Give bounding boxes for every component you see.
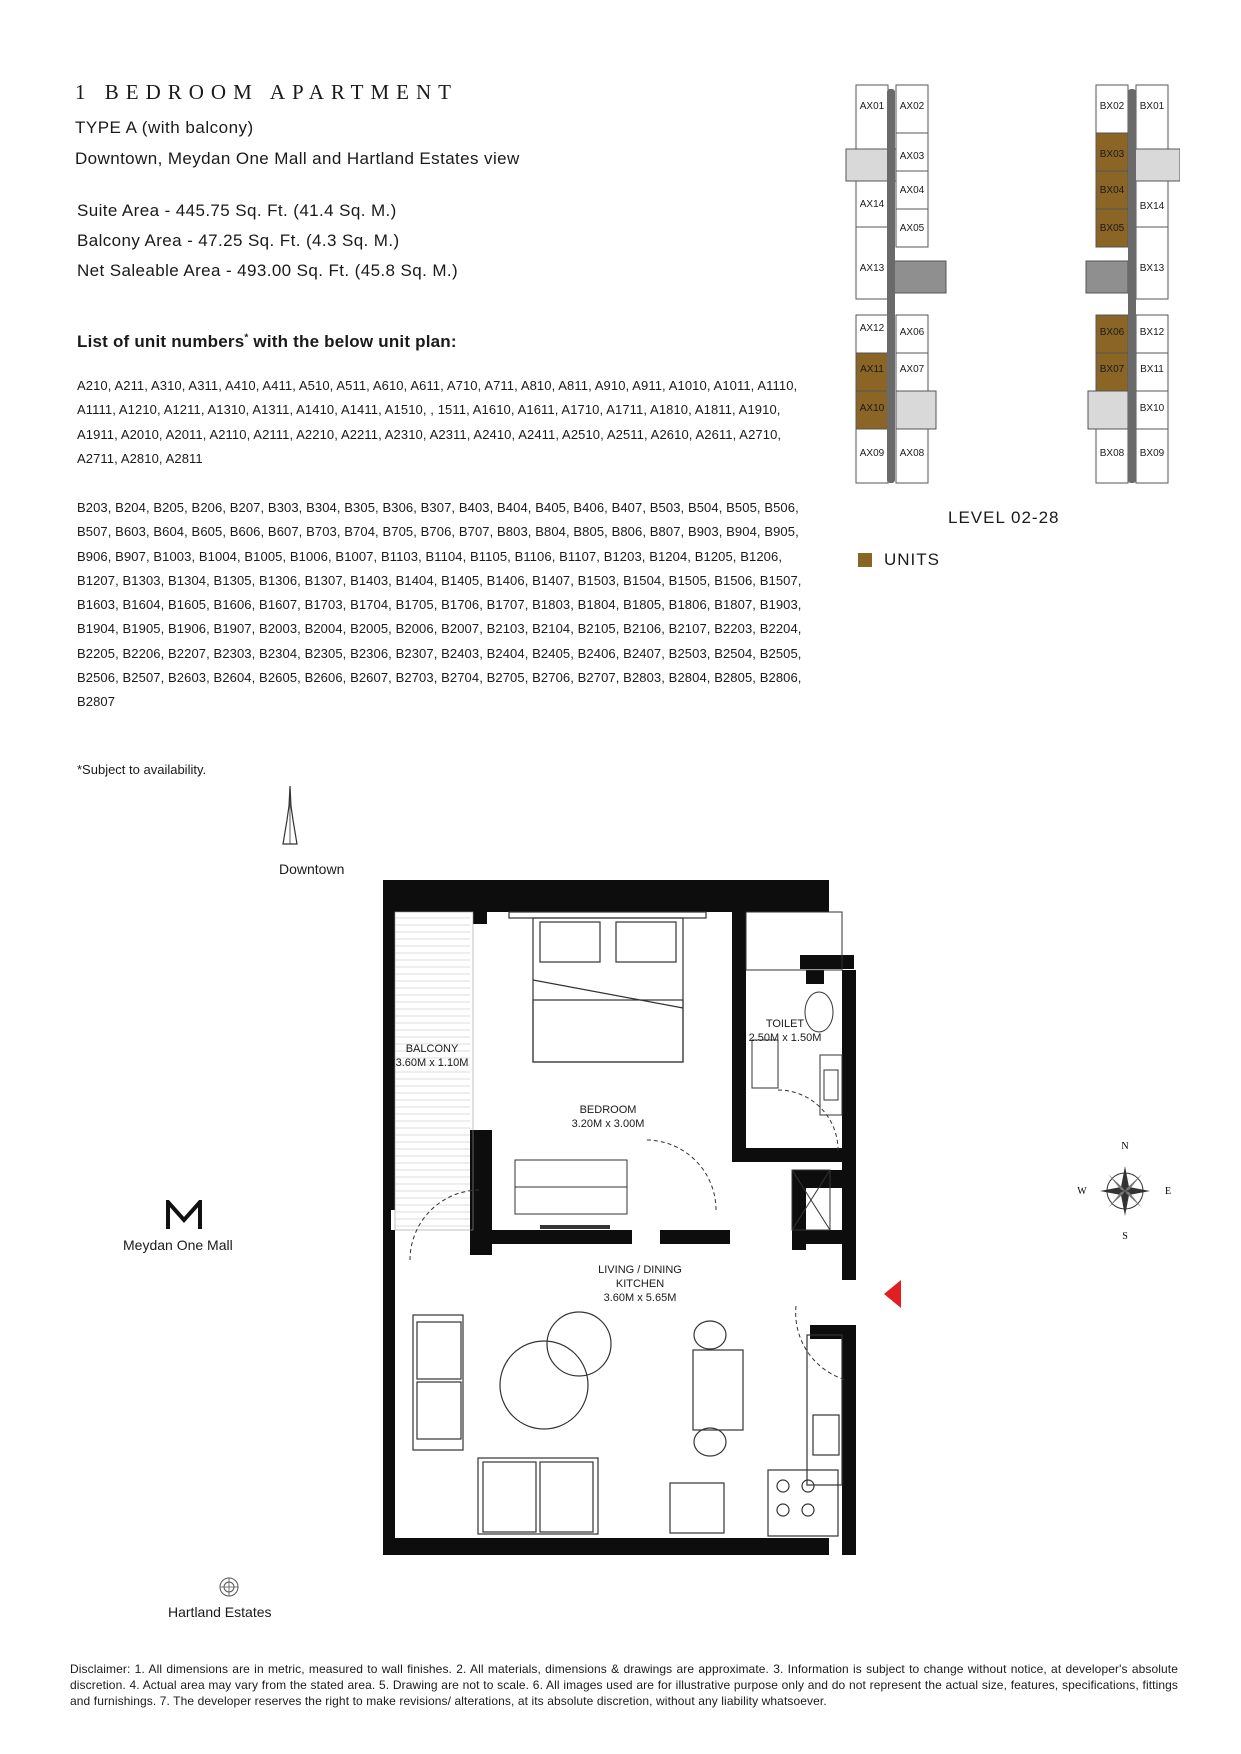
key-plan-unit-bx05: BX05 (1099, 223, 1125, 234)
legend-label: UNITS (884, 550, 940, 569)
balcony-label: BALCONY (405, 1043, 459, 1055)
key-plan-unit-bx12: BX12 (1139, 327, 1165, 338)
key-plan-unit-ax10: AX10 (859, 403, 885, 414)
bedroom-label: BEDROOM (579, 1104, 637, 1116)
page-title: 1 BEDROOM APARTMENT (75, 80, 459, 104)
key-plan-unit-ax04: AX04 (899, 185, 925, 196)
key-plan-unit-bx13: BX13 (1139, 263, 1165, 274)
key-plan-unit-ax06: AX06 (899, 327, 925, 338)
unit-list-heading-text: List of unit numbers (77, 332, 245, 351)
bed (509, 912, 706, 1062)
compass-icon (1075, 1140, 1175, 1240)
key-plan-unit-bx03: BX03 (1099, 149, 1125, 160)
key-plan-unit-bx01: BX01 (1139, 101, 1165, 112)
living-dimensions: 3.60M x 5.65M (603, 1292, 677, 1304)
key-plan-unit-bx09: BX09 (1139, 448, 1165, 459)
level-label: LEVEL 02-28 (948, 508, 1060, 527)
key-plan-unit-ax08: AX08 (899, 448, 925, 459)
hartland-label: Hartland Estates (168, 1604, 272, 1620)
entrance-arrow-icon (884, 1280, 901, 1308)
key-plan-unit-bx04: BX04 (1099, 185, 1125, 196)
meydan-logo-icon (166, 1200, 202, 1230)
downtown-label: Downtown (279, 861, 345, 877)
key-plan-unit-ax07: AX07 (899, 364, 925, 375)
toilet-label: TOILET (765, 1018, 805, 1030)
balcony-area: Balcony Area - 47.25 Sq. Ft. (4.3 Sq. M.) (77, 231, 400, 250)
compass-west: W (1077, 1186, 1087, 1197)
key-plan (840, 75, 1180, 495)
key-plan-unit-ax09: AX09 (859, 448, 885, 459)
compass-north: N (1121, 1141, 1129, 1152)
tower-b (1086, 85, 1180, 483)
key-plan-unit-ax11: AX11 (860, 364, 884, 375)
key-plan-unit-bx11: BX11 (1140, 364, 1164, 375)
unit-list-heading (77, 332, 457, 352)
key-plan-unit-ax03: AX03 (899, 151, 925, 162)
key-plan-unit-ax14: AX14 (859, 199, 885, 210)
key-plan-unit-bx10: BX10 (1139, 403, 1165, 414)
balcony-dimensions: 3.60M x 1.10M (395, 1057, 469, 1069)
availability-footnote: *Subject to availability. (77, 762, 207, 777)
tower-a (846, 85, 946, 483)
key-plan-unit-bx07: BX07 (1099, 364, 1125, 375)
compass-east: E (1164, 1186, 1172, 1197)
toilet-dimensions: 2.50M x 1.50M (748, 1032, 822, 1044)
bedroom-dimensions: 3.20M x 3.00M (571, 1118, 645, 1130)
living-label: LIVING / DINING (598, 1264, 682, 1276)
suite-area: Suite Area - 445.75 Sq. Ft. (41.4 Sq. M.) (77, 201, 397, 220)
net-saleable-area: Net Saleable Area - 493.00 Sq. Ft. (45.8 Sq. M.) (77, 261, 459, 280)
key-plan-unit-bx08: BX08 (1099, 448, 1125, 459)
kitchen-label: KITCHEN (615, 1278, 665, 1290)
tv-unit (540, 1225, 610, 1229)
legend-swatch (858, 553, 872, 567)
hartland-logo-icon (218, 1576, 240, 1598)
key-plan-unit-ax02: AX02 (899, 101, 925, 112)
asterisk: * (244, 332, 249, 344)
disclaimer: Disclaimer: 1. All dimensions are in metric, measured to wall finishes. 2. All materials, dimensions & drawings are approximate. 3. Information is subject to change without notice, at developer's absolute discretion. 4. Actual area may vary from the stated area. 5. Drawing are not to scale. 6. All images used are for illustrative purpose only and do not represent the actual size, features, specifications, fittings and furnishings. 7. The developer reserves the right to make revisions/ alterations, at its absolute discretion, without any liability whatsoever. (70, 1662, 1178, 1708)
unit-list-heading-tail: with the below unit plan: (248, 332, 457, 351)
a-unit-list: A210, A211, A310, A311, A410, A411, A510, A511, A610, A611, A710, A711, A810, A811, A910, A911, A1010, A1011, A1110, A1111, A1210, A1211, A1310, A1311, A1410, A1411, A1510, , 1511, A1610, A1611, A1710, A1711, A1810, A1811, A1910, A1911, A2010, A2011, A2110, A2111, A2210, A2211, A2310, A2311, A2410, A2411, A2510, A2511, A2610, A2611, A2710, A2711, A2810, A2811 (77, 378, 798, 466)
burj-khalifa-icon (279, 786, 301, 846)
unit-view: Downtown, Meydan One Mall and Hartland Estates view (75, 149, 520, 168)
unit-type: TYPE A (with balcony) (75, 118, 254, 137)
legend (858, 550, 940, 570)
b-unit-list: B203, B204, B205, B206, B207, B303, B304, B305, B306, B307, B403, B404, B405, B406, B407, B503, B504, B505, B506, B507, B603, B604, B605, B606, B607, B703, B704, B705, B706, B707, B803, B804, B805, B806, B807, B903, B904, B905, B906, B907, B1003, B1004, B1005, B1006, B1007, B1103, B1104, B1105, B1106, B1107, B1203, B1204, B1205, B1206, B1207, B1303, B1304, B1305, B1306, B1307, B1403, B1404, B1405, B1406, B1407, B1503, B1504, B1505, B1506, B1507, B1603, B1604, B1605, B1606, B1607, B1703, B1704, B1705, B1706, B1707, B1803, B1804, B1805, B1806, B1807, B1903, B1904, B1905, B1906, B1907, B2003, B2004, B2005, B2006, B2007, B2103, B2104, B2105, B2106, B2107, B2203, B2204, B2205, B2206, B2207, B2303, B2304, B2305, B2306, B2307, B2403, B2404, B2405, B2406, B2407, B2503, B2504, B2505, B2506, B2507, B2603, B2604, B2605, B2606, B2607, B2703, B2704, B2705, B2706, B2707, B2803, B2804, B2805, B2806, B2807 (77, 500, 802, 710)
key-plan-unit-bx06: BX06 (1099, 327, 1125, 338)
key-plan-unit-ax13: AX13 (859, 263, 885, 274)
key-plan-unit-ax12: AX12 (859, 323, 885, 334)
key-plan-unit-bx02: BX02 (1099, 101, 1125, 112)
meydan-label: Meydan One Mall (123, 1237, 233, 1253)
wardrobe (515, 1160, 627, 1214)
key-plan-unit-bx14: BX14 (1139, 201, 1165, 212)
living-furniture (413, 1312, 842, 1536)
key-plan-unit-ax05: AX05 (899, 223, 925, 234)
key-plan-unit-ax01: AX01 (859, 101, 885, 112)
floor-plan (380, 880, 920, 1555)
compass-south: S (1122, 1231, 1128, 1240)
